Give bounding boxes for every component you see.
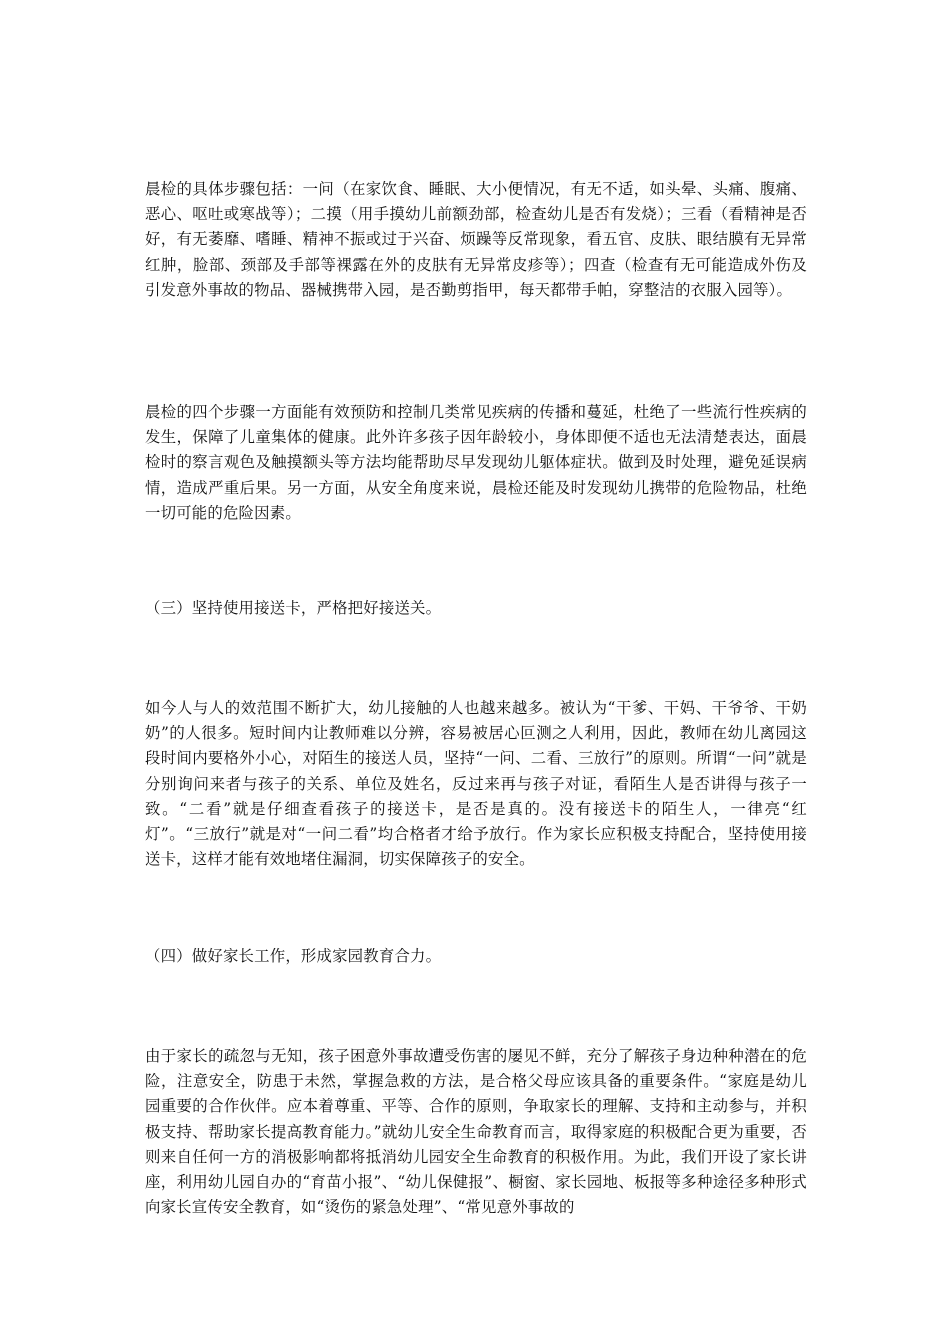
paragraph-pickup-card: 如今人与人的效范围不断扩大，幼儿接触的人也越来越多。被认为“干爹、干妈、干爷爷、干奶奶”的人很多。短时间内让教师难以分辨，容易被居心叵测之人利用，因此，教师在幼儿离园这段时间内要格外小心，对陌生的接送人员，坚持“一问、二看、三放行”的原则。所谓“一问”就是分别询问来者与孩子的关系、单位及姓名，反过来再与孩子对证，看陌生人是否讲得与孩子一致。“二看”就是仔细查看孩子的接送卡，是否是真的。没有接送卡的陌生人，一律亮“红灯”。“三放行”就是对“一问二看”均合格者才给予放行。作为家长应积极支持配合，坚持使用接送卡，这样才能有效地堵住漏洞，切实保障孩子的安全。 [145, 699, 807, 869]
paragraph-morning-check-steps: 晨检的具体步骤包括：一问（在家饮食、睡眠、大小便情况，有无不适，如头晕、头痛、腹痛、恶心、呕吐或寒战等）；二摸（用手摸幼儿前额劲部，检查幼儿是否有发烧）；三看（看精神是否好，有无萎靡、嗜睡、精神不振或过于兴奋、烦躁等反常现象，看五官、皮肤、眼结膜有无异常红肿，脸部、颈部及手部等裸露在外的皮肤有无异常皮疹等）；四查（检查有无可能造成外伤及引发意外事故的物品、器械携带入园，是否勤剪指甲，每天都带手帕，穿整洁的衣服入园等）。 [145, 180, 807, 299]
section-heading-parent-work: （四）做好家长工作，形成家园教育合力。 [145, 947, 442, 965]
section-heading-pickup-card: （三）坚持使用接送卡，严格把好接送关。 [145, 599, 442, 617]
paragraph-morning-check-benefits: 晨检的四个步骤一方面能有效预防和控制几类常见疾病的传播和蔓延，杜绝了一些流行性疾病的发生，保障了儿童集体的健康。此外许多孩子因年龄较小，身体即便不适也无法清楚表达，面晨检时的察言观色及触摸额头等方法均能帮助尽早发现幼儿躯体症状。做到及时处理，避免延误病情，造成严重后果。另一方面，从安全角度来说，晨检还能及时发现幼儿携带的危险物品，杜绝一切可能的危险因素。 [145, 403, 807, 522]
paragraph-parent-work: 由于家长的疏忽与无知，孩子困意外事故遭受伤害的屡见不鲜，充分了解孩子身边种种潜在的危险，注意安全，防患于未然，掌握急救的方法，是合格父母应该具备的重要条件。“家庭是幼儿园重要的合作伙伴。应本着尊重、平等、合作的原则，争取家长的理解、支持和主动参与，并积极支持、帮助家长提高教育能力。”就幼儿安全生命教育而言，取得家庭的积极配合更为重要，否则来自任何一方的消极影响都将抵消幼儿园安全生命教育的积极作用。为此，我们开设了家长讲座，利用幼儿园自办的“育苗小报”、“幼儿保健报”、橱窗、家长园地、板报等多种途径多种形式向家长宣传安全教育，如“烫伤的紧急处理”、“常见意外事故的 [145, 1047, 807, 1217]
